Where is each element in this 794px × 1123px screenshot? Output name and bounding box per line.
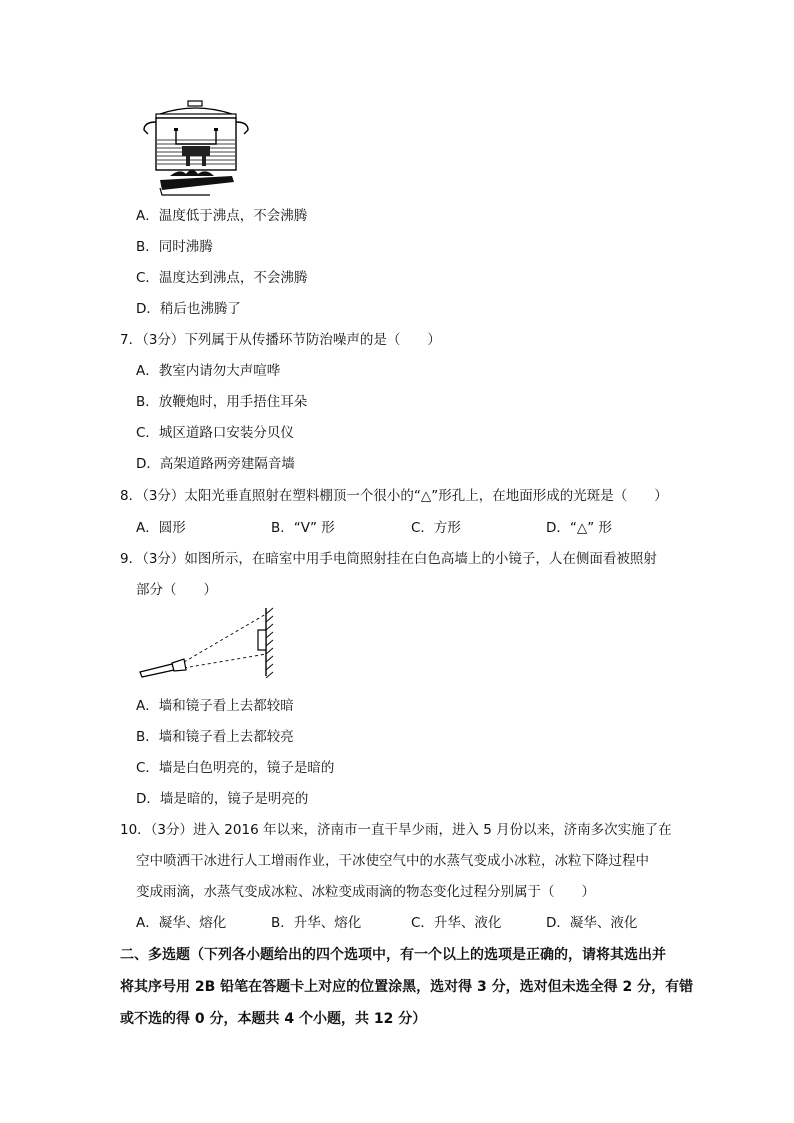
q8-option-b: B．“V” 形 <box>271 520 335 536</box>
q7-stem: 7．（3分）下列属于从传播环节防治噪声的是（ ） <box>120 332 441 348</box>
q6-option-d: D．稍后也沸腾了 <box>136 301 241 317</box>
q9-option-b: B．墙和镜子看上去都较亮 <box>136 729 294 745</box>
q9-option-d: D．墙是暗的，镜子是明亮的 <box>136 791 309 807</box>
q7-option-c: C．城区道路口安装分贝仪 <box>136 425 294 441</box>
q7-option-d: D．高架道路两旁建隔音墙 <box>136 456 295 472</box>
q8-option-d: D．“△” 形 <box>546 520 613 536</box>
q10-option-b: B．升华、熔化 <box>271 915 362 931</box>
q10-option-a: A．凝华、熔化 <box>136 915 227 931</box>
q10-stem-line1: 10．（3分）进入 2016 年以来，济南市一直干旱少雨，进入 5 月份以来，济南多次实施了在 <box>120 822 672 838</box>
q10-option-d: D．凝华、液化 <box>546 915 638 931</box>
q10-stem-line3: 变成雨滴，水蒸气变成冰粒、冰粒变成雨滴的物态变化过程分别属于（ ） <box>136 884 595 900</box>
q9-stem-line1: 9．（3分）如图所示，在暗室中用手电筒照射挂在白色高墙上的小镜子，人在侧面看被照射 <box>120 551 657 567</box>
section2-heading-line1: 二、多选题（下列各小题给出的四个选项中，有一个以上的选项是正确的，请将其选出并 <box>120 947 666 963</box>
q10-option-c: C．升华、液化 <box>411 915 502 931</box>
q8-option-c: C．方形 <box>411 520 461 536</box>
q8-stem: 8．（3分）太阳光垂直照射在塑料棚顶一个很小的“△”形孔上，在地面形成的光斑是（ ） <box>120 488 668 504</box>
q6-option-c: C．温度达到沸点，不会沸腾 <box>136 270 308 286</box>
q8-option-a: A．圆形 <box>136 520 186 536</box>
section2-heading-line2: 将其序号用 2B 铅笔在答题卡上对应的位置涂黑，选对得 3 分，选对但未选全得 2 分，有错 <box>120 979 694 995</box>
q10-stem-line2: 空中喷洒干冰进行人工增雨作业，干冰使空气中的水蒸气变成小冰粒，冰粒下降过程中 <box>136 853 649 869</box>
q9-option-c: C．墙是白色明亮的，镜子是暗的 <box>136 760 335 776</box>
q7-option-a: A．教室内请勿大声喧哗 <box>136 363 281 379</box>
q7-option-b: B．放鞭炮时，用手捂住耳朵 <box>136 394 308 410</box>
q6-option-a: A．温度低于沸点，不会沸腾 <box>136 208 308 224</box>
section2-heading-line3: 或不选的得 0 分，本题共 4 个小题，共 12 分） <box>120 1011 427 1027</box>
q9-stem-line2: 部分（ ） <box>136 582 217 598</box>
boiling-pot-figure <box>140 100 252 196</box>
q9-option-a: A．墙和镜子看上去都较暗 <box>136 698 294 714</box>
q6-option-b: B．同时沸腾 <box>136 239 213 255</box>
flashlight-mirror-figure <box>138 606 280 678</box>
